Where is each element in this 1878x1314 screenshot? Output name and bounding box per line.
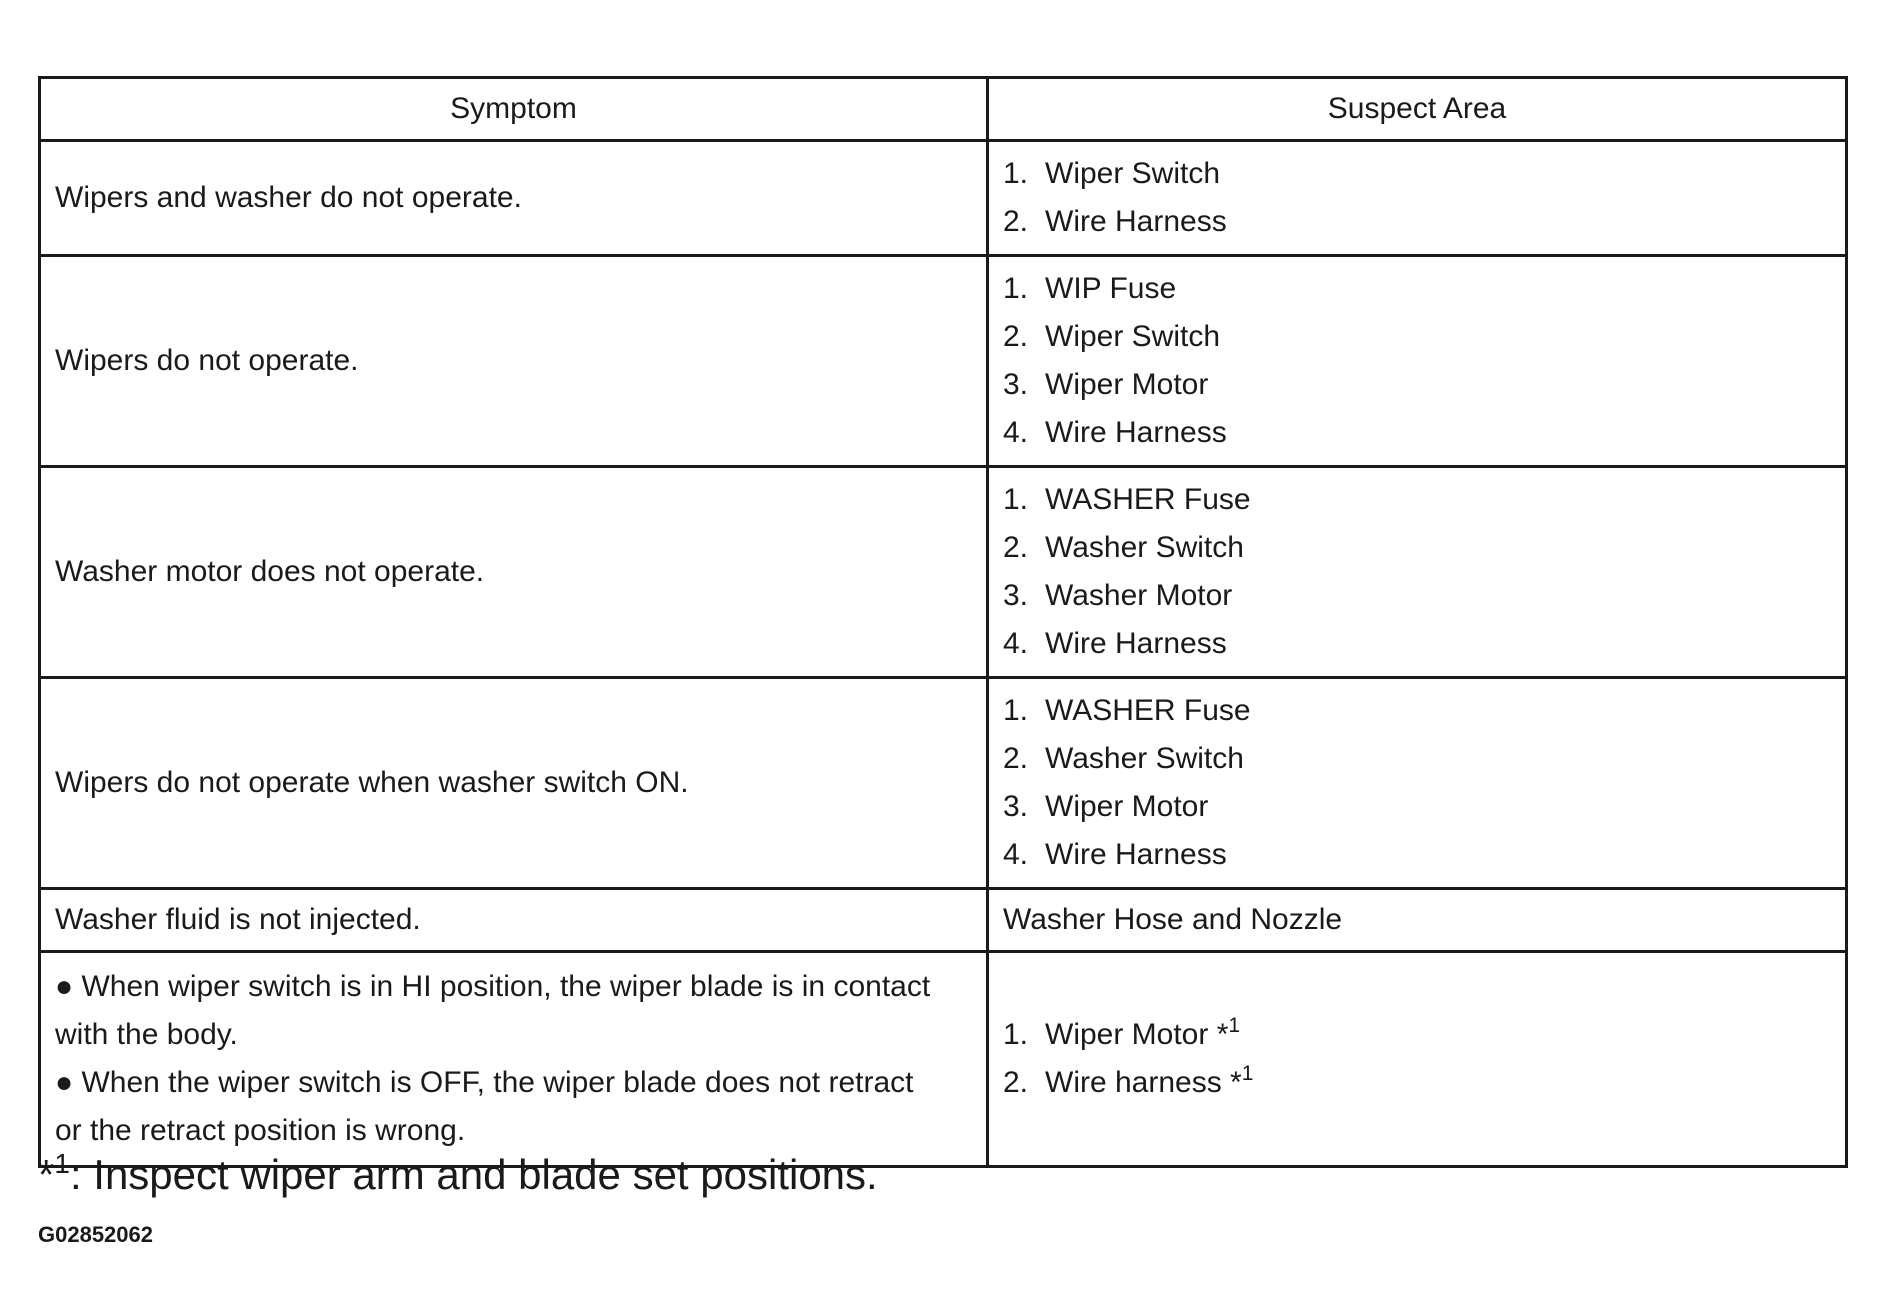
item-text: WASHER Fuse [1045, 483, 1251, 516]
item-number: 1. [1003, 483, 1029, 516]
suspect-list [1003, 679, 1845, 887]
item-text: Wiper Motor * [1045, 1018, 1229, 1051]
item-text: WASHER Fuse [1045, 694, 1251, 727]
symptom-cell: Washer motor does not operate. [40, 467, 988, 678]
item-number: 1. [1003, 157, 1029, 190]
suspect-cell [988, 952, 1847, 1167]
list-item [1003, 150, 1845, 198]
list-item [1003, 198, 1845, 246]
table-row [40, 467, 1847, 678]
symptom-line: or the retract position is wrong. [55, 1114, 466, 1147]
item-number: 3. [1003, 579, 1029, 612]
figure-id: G02852062 [38, 1222, 153, 1247]
suspect-list [1003, 468, 1845, 676]
suspect-cell [988, 678, 1847, 889]
suspect-list [1003, 1003, 1845, 1115]
list-item [1003, 265, 1845, 313]
list-item [1003, 735, 1845, 783]
item-text: Washer Switch [1045, 531, 1244, 564]
list-item [1003, 783, 1845, 831]
footnote-ref: 1 [1241, 1062, 1254, 1085]
symptom-table-container [38, 76, 1845, 1168]
item-number: 2. [1003, 1066, 1029, 1099]
footnote-ref: 1 [1228, 1014, 1241, 1037]
list-item [1003, 620, 1845, 668]
suspect-cell [988, 256, 1847, 467]
item-number: 2. [1003, 742, 1029, 775]
symptom-cell: Wipers and washer do not operate. [40, 141, 988, 256]
item-number: 4. [1003, 838, 1029, 871]
item-number: 1. [1003, 1018, 1029, 1051]
item-number: 2. [1003, 205, 1029, 238]
table-row [40, 256, 1847, 467]
list-item [1003, 524, 1845, 572]
header-suspect-area: Suspect Area [988, 78, 1847, 141]
suspect-cell [988, 141, 1847, 256]
list-item [1003, 313, 1845, 361]
table-header-row [40, 78, 1847, 141]
list-item [1003, 361, 1845, 409]
footnote-mark: * [38, 1151, 55, 1198]
item-text: Wiper Switch [1045, 157, 1221, 190]
item-number: 2. [1003, 531, 1029, 564]
symptom-line: with the body. [55, 1018, 238, 1051]
footnote [38, 1150, 878, 1200]
list-item [1003, 831, 1845, 879]
symptom-cell: Wipers do not operate. [40, 256, 988, 467]
list-item [1003, 687, 1845, 735]
item-number: 3. [1003, 368, 1029, 401]
item-text: Wiper Motor [1045, 368, 1209, 401]
suspect-cell: Washer Hose and Nozzle [988, 889, 1847, 952]
item-text: Wire Harness [1045, 416, 1227, 449]
header-symptom: Symptom [40, 78, 988, 141]
item-number: 1. [1003, 272, 1029, 305]
symptom-table [38, 76, 1848, 1168]
suspect-list [1003, 142, 1845, 254]
item-number: 1. [1003, 694, 1029, 727]
list-item [1003, 476, 1845, 524]
symptom-cell: Washer fluid is not injected. [40, 889, 988, 952]
suspect-list [1003, 257, 1845, 465]
item-text: Wire harness * [1045, 1066, 1242, 1099]
list-item [1003, 409, 1845, 457]
symptom-cell: Wipers do not operate when washer switch ON. [40, 678, 988, 889]
table-row [40, 141, 1847, 256]
suspect-cell [988, 467, 1847, 678]
item-text: Washer Motor [1045, 579, 1233, 612]
item-number: 4. [1003, 416, 1029, 449]
item-text: WIP Fuse [1045, 272, 1177, 305]
item-number: 3. [1003, 790, 1029, 823]
table-row [40, 889, 1847, 952]
item-text: Wiper Switch [1045, 320, 1221, 353]
item-number: 4. [1003, 627, 1029, 660]
footnote-text: : Inspect wiper arm and blade set positions. [69, 1151, 878, 1198]
list-item [1003, 1059, 1845, 1107]
item-number: 2. [1003, 320, 1029, 353]
item-text: Wiper Motor [1045, 790, 1209, 823]
table-row [40, 678, 1847, 889]
table-row [40, 952, 1847, 1167]
item-text: Wire Harness [1045, 205, 1227, 238]
symptom-cell [40, 952, 988, 1167]
symptom-line: ● When the wiper switch is OFF, the wiper blade does not retract [55, 1066, 914, 1099]
item-text: Washer Switch [1045, 742, 1244, 775]
list-item [1003, 1011, 1845, 1059]
item-text: Wire Harness [1045, 627, 1227, 660]
symptom-line: ● When wiper switch is in HI position, the wiper blade is in contact [55, 970, 931, 1003]
item-text: Wire Harness [1045, 838, 1227, 871]
list-item [1003, 572, 1845, 620]
footnote-sup: 1 [54, 1148, 70, 1179]
symptom-lines [55, 953, 986, 1165]
